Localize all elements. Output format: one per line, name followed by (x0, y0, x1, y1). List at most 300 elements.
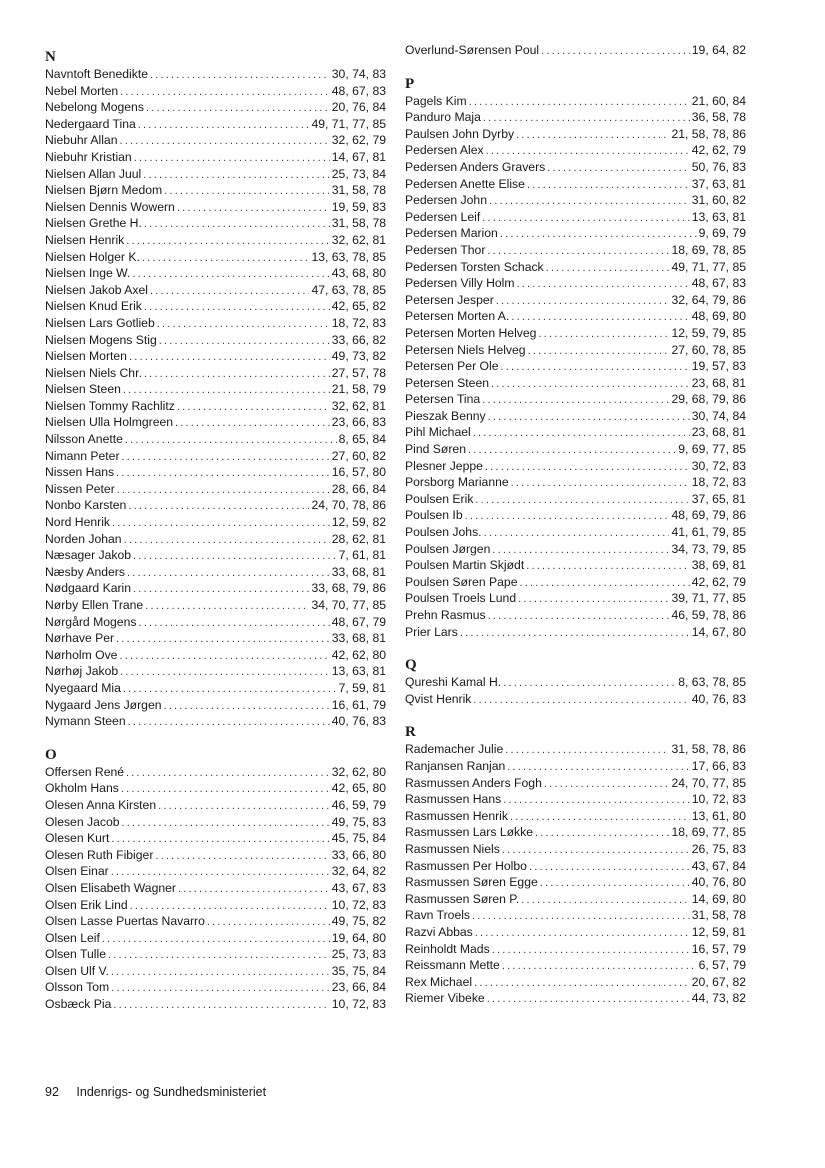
entry-pages: 10, 72, 83 (331, 997, 386, 1012)
entry-pages: 24, 70, 77, 85 (671, 775, 746, 790)
entry-pages: 32, 62, 81 (331, 232, 386, 247)
entry-name: Poulsen Ib (405, 508, 463, 523)
dot-leader (143, 167, 330, 184)
entry-name: Nebelong Mogens (45, 100, 144, 115)
index-entry (45, 514, 386, 531)
entry-name: Nymann Steen (45, 714, 126, 729)
index-entry (45, 348, 386, 365)
entry-pages: 31, 58, 78 (691, 908, 746, 923)
entry-pages: 29, 68, 79, 86 (671, 392, 746, 407)
entry-pages: 27, 60, 82 (331, 448, 386, 463)
dot-leader (177, 200, 330, 217)
entry-pages: 21, 58, 79 (331, 382, 386, 397)
index-section (405, 707, 746, 1007)
entry-name: Olsen Erik Lind (45, 897, 128, 912)
entry-pages: 31, 58, 78 (331, 216, 386, 231)
dot-leader (465, 508, 670, 525)
dot-leader (492, 542, 669, 559)
dot-leader (111, 831, 329, 848)
entry-pages: 13, 63, 81 (331, 664, 386, 679)
entry-name: Pagels Kim (405, 93, 467, 108)
dot-leader (492, 942, 690, 959)
dot-leader (124, 532, 330, 549)
section-gap (45, 730, 386, 740)
index-entry (45, 83, 386, 100)
entry-pages: 14, 67, 81 (331, 149, 386, 164)
index-section (405, 42, 746, 59)
index-entry (45, 365, 386, 382)
entry-name: Pind Søren (405, 442, 466, 457)
entry-name: Poulsen Jørgen (405, 541, 491, 556)
entry-pages: 43, 67, 83 (331, 880, 386, 895)
index-entry (45, 431, 386, 448)
dot-leader (538, 326, 669, 343)
entry-pages: 21, 58, 78, 86 (671, 126, 746, 141)
entry-name: Poulsen Martin Skjødt (405, 558, 525, 573)
entry-pages: 14, 69, 80 (691, 891, 746, 906)
entry-pages: 42, 62, 80 (331, 647, 386, 662)
entry-pages: 38, 69, 81 (691, 558, 746, 573)
entry-name: Nielsen Knud Erik (45, 299, 142, 314)
entry-name: Nielsen Inge W. (45, 266, 131, 281)
index-entry (405, 408, 746, 425)
index-entry (45, 298, 386, 315)
entry-name: Reissmann Mette (405, 958, 500, 973)
entry-pages: 33, 66, 82 (331, 332, 386, 347)
dot-leader (511, 309, 689, 326)
dot-leader (502, 958, 697, 975)
entry-name: Pedersen Torsten Schack (405, 259, 544, 274)
entry-pages: 34, 70, 77, 85 (311, 598, 386, 612)
dot-leader (128, 714, 330, 731)
entry-pages: 13, 63, 81 (691, 209, 746, 224)
index-entry (45, 265, 386, 282)
section-gap (405, 640, 746, 650)
index-entry (405, 259, 746, 276)
entry-pages: 31, 58, 78 (331, 183, 386, 198)
entry-name: Olsen Lasse Puertas Navarro (45, 914, 205, 929)
dot-leader (126, 233, 330, 250)
dot-leader (507, 759, 690, 776)
entry-name: Qvist Henrik (405, 691, 472, 706)
dot-leader (510, 809, 690, 826)
index-entry (45, 564, 386, 581)
entry-name: Olsson Tom (45, 980, 110, 995)
entry-name: Nielsen Tommy Rachlitz (45, 398, 175, 413)
index-entry (45, 963, 386, 980)
entry-name: Nielsen Grethe H. (45, 216, 142, 231)
dot-leader (111, 964, 330, 981)
dot-leader (102, 931, 330, 948)
dot-leader (133, 548, 337, 565)
dot-leader (519, 575, 689, 592)
entry-pages: 49, 71, 77, 85 (311, 116, 386, 131)
dot-leader (483, 110, 690, 127)
dot-leader (487, 991, 690, 1008)
dot-leader (158, 798, 330, 815)
dot-leader (120, 133, 330, 150)
dot-leader (511, 475, 690, 492)
dot-leader (500, 226, 697, 243)
index-entry (405, 308, 746, 325)
index-entry (45, 464, 386, 481)
entry-name: Rasmussen Per Holbo (405, 858, 527, 873)
entry-pages: 48, 67, 83 (691, 276, 746, 291)
entry-name: Olesen Jacob (45, 814, 120, 829)
entry-name: Petersen Steen (405, 375, 490, 390)
entry-pages: 33, 66, 80 (331, 847, 386, 862)
entry-name: Nørhøj Jakob (45, 664, 119, 679)
dot-leader (125, 432, 337, 449)
dot-leader (142, 250, 310, 267)
dot-leader (150, 283, 309, 300)
index-entry (45, 697, 386, 714)
entry-pages: 9, 69, 79 (698, 226, 746, 241)
dot-leader (117, 482, 330, 499)
entry-name: Petersen Tina (405, 392, 481, 407)
entry-name: Rasmussen Anders Fogh (405, 775, 542, 790)
entry-pages: 30, 74, 84 (691, 408, 746, 423)
index-entry (45, 531, 386, 548)
entry-name: Nørholm Ove (45, 647, 118, 662)
entry-pages: 48, 69, 80 (691, 309, 746, 324)
entry-name: Petersen Per Ole (405, 359, 499, 374)
index-entry (45, 797, 386, 814)
index-entry (45, 547, 386, 564)
dot-leader (129, 349, 330, 366)
dot-leader (122, 815, 330, 832)
index-entry (405, 325, 746, 342)
entry-name: Olsen Einar (45, 864, 109, 879)
index-entry (45, 680, 386, 697)
dot-leader (119, 648, 329, 665)
dot-leader (108, 947, 330, 964)
dot-leader (529, 859, 690, 876)
dot-leader (517, 276, 690, 293)
dot-leader (472, 908, 690, 925)
entry-name: Osbæck Pia (45, 997, 112, 1012)
index-entry (45, 215, 386, 232)
entry-name: Rasmussen Søren Egge (405, 875, 538, 890)
entry-pages: 12, 59, 81 (691, 924, 746, 939)
entry-pages: 48, 67, 79 (331, 614, 386, 629)
dot-leader (540, 875, 690, 892)
dot-leader (133, 581, 309, 598)
entry-pages: 46, 59, 78, 86 (671, 608, 746, 622)
entry-pages: 28, 62, 81 (331, 531, 386, 546)
entry-pages: 24, 70, 78, 86 (311, 498, 386, 513)
dot-leader (113, 997, 329, 1014)
entry-pages: 46, 59, 79 (331, 797, 386, 812)
index-entry (405, 741, 746, 758)
entry-name: Nonbo Karsten (45, 498, 127, 513)
entry-name: Nilsson Anette (45, 432, 123, 447)
dot-leader (112, 515, 330, 532)
index-entry (45, 764, 386, 781)
entry-pages: 18, 72, 83 (331, 315, 386, 330)
entry-name: Nielsen Henrik (45, 232, 125, 247)
index-entry (45, 614, 386, 631)
entry-pages: 35, 75, 84 (331, 963, 386, 978)
entry-pages: 42, 62, 79 (691, 143, 746, 158)
entry-name: Razvi Abbas (405, 924, 473, 939)
entry-pages: 19, 57, 83 (691, 359, 746, 374)
index-entry (405, 907, 746, 924)
dot-leader (207, 914, 330, 931)
entry-name: Nedergaard Tina (45, 116, 136, 131)
index-entry (405, 225, 746, 242)
entry-pages: 43, 67, 84 (691, 858, 746, 873)
entry-pages: 10, 72, 83 (691, 792, 746, 807)
dot-leader (546, 260, 670, 277)
entry-name: Olesen Anna Kirsten (45, 797, 157, 812)
index-entry (405, 458, 746, 475)
entry-pages: 14, 67, 80 (691, 624, 746, 639)
entry-pages: 42, 65, 82 (331, 299, 386, 314)
entry-name: Pedersen Villy Holm (405, 276, 515, 291)
entry-name: Olsen Ulf V. (45, 963, 109, 978)
dot-leader (521, 892, 690, 909)
entry-name: Rasmussen Søren P. (405, 891, 520, 906)
dot-leader (527, 177, 690, 194)
index-section (45, 730, 386, 1013)
entry-name: Næsager Jakob (45, 548, 132, 563)
entry-pages: 40, 76, 83 (691, 691, 746, 706)
entry-name: Nielsen Steen (45, 382, 121, 397)
dot-leader (146, 100, 330, 117)
entry-pages: 49, 71, 77, 85 (671, 259, 746, 274)
section-letter-heading: P (405, 75, 415, 92)
entry-name: Rasmussen Lars Løkke (405, 825, 534, 840)
dot-leader (475, 925, 690, 942)
entry-name: Olsen Leif (45, 930, 100, 945)
dot-leader (157, 316, 330, 333)
index-entry (405, 674, 746, 691)
entry-pages: 27, 60, 78, 85 (671, 342, 746, 357)
section-letter-heading: O (45, 746, 57, 763)
entry-pages: 10, 72, 83 (331, 897, 386, 912)
entry-pages: 19, 64, 80 (331, 930, 386, 945)
dot-leader (503, 792, 690, 809)
entry-pages: 32, 62, 81 (331, 398, 386, 413)
dot-leader (482, 392, 669, 409)
entry-pages: 44, 73, 82 (691, 991, 746, 1006)
index-entry (45, 880, 386, 897)
dot-leader (138, 117, 310, 134)
dot-leader (475, 492, 689, 509)
index-entry (405, 624, 746, 641)
index-entry (405, 808, 746, 825)
index-entry (45, 448, 386, 465)
index-entry (45, 381, 386, 398)
index-entry (45, 332, 386, 349)
index-entry (45, 315, 386, 332)
entry-pages: 33, 68, 81 (331, 631, 386, 646)
entry-pages: 50, 76, 83 (691, 159, 746, 174)
index-entry (405, 691, 746, 708)
entry-pages: 36, 58, 78 (691, 110, 746, 125)
entry-pages: 25, 73, 83 (331, 947, 386, 962)
entry-pages: 8, 63, 78, 85 (678, 675, 746, 690)
index-entry (45, 66, 386, 83)
dot-leader (111, 980, 330, 997)
entry-pages: 41, 61, 79, 85 (671, 525, 746, 540)
index-entry (45, 847, 386, 864)
entry-pages: 37, 65, 81 (691, 491, 746, 506)
index-entry (45, 166, 386, 183)
entry-pages: 42, 65, 80 (331, 781, 386, 796)
dot-leader (122, 449, 330, 466)
index-entry (45, 897, 386, 914)
dot-leader (138, 615, 329, 632)
dot-leader (155, 848, 329, 865)
entry-name: Pihl Michael (405, 425, 471, 440)
entry-pages: 17, 66, 83 (691, 758, 746, 773)
entry-name: Prehn Rasmus (405, 608, 486, 622)
entry-pages: 8, 65, 84 (338, 432, 386, 447)
index-entry (45, 398, 386, 415)
dot-leader (544, 776, 670, 793)
index-entry (45, 979, 386, 996)
entry-name: Norden Johan (45, 531, 122, 546)
index-entry (405, 874, 746, 891)
entry-pages: 23, 66, 83 (331, 415, 386, 430)
dot-leader (120, 664, 330, 681)
entry-pages: 37, 63, 81 (691, 176, 746, 191)
index-entry (405, 607, 746, 624)
index-entry (45, 930, 386, 947)
entry-pages: 47, 63, 78, 85 (311, 282, 386, 297)
entry-name: Pedersen Leif (405, 209, 481, 224)
dot-leader (121, 781, 330, 798)
entry-name: Paulsen John Dyrby (405, 126, 515, 141)
entry-name: Rademacher Julie (405, 742, 504, 757)
dot-leader (488, 409, 690, 426)
dot-leader (134, 150, 330, 167)
dot-leader (144, 299, 330, 316)
index-entry (405, 93, 746, 110)
entry-pages: 49, 75, 83 (331, 814, 386, 829)
entry-pages: 12, 59, 82 (331, 515, 386, 530)
index-entry (405, 209, 746, 226)
index-entry (405, 126, 746, 143)
index-entry (45, 630, 386, 647)
index-entry (405, 590, 746, 607)
index-entry (45, 780, 386, 797)
index-entry (45, 282, 386, 299)
entry-name: Navntoft Benedikte (45, 67, 148, 81)
entry-pages: 6, 57, 79 (698, 958, 746, 973)
dot-leader (473, 425, 690, 442)
entry-pages: 19, 59, 83 (331, 199, 386, 214)
dot-leader (116, 465, 330, 482)
dot-leader (547, 160, 690, 177)
index-entry (45, 996, 386, 1013)
page-footer (45, 1085, 280, 1099)
dot-leader (489, 193, 690, 210)
index-entry (405, 557, 746, 574)
index-entry (405, 159, 746, 176)
dot-leader (526, 558, 690, 575)
dot-leader (111, 864, 330, 881)
index-entry (405, 924, 746, 941)
index-column-right (405, 42, 746, 1007)
dot-leader (123, 681, 337, 698)
entry-name: Nielsen Holger K. (45, 249, 140, 264)
index-section (45, 42, 386, 730)
dot-leader (500, 359, 689, 376)
index-entry (45, 580, 386, 597)
entry-pages: 48, 67, 83 (331, 83, 386, 98)
index-entry (45, 663, 386, 680)
entry-name: Petersen Morten Helveg (405, 325, 537, 340)
index-entry (405, 275, 746, 292)
entry-name: Pedersen Alex (405, 143, 484, 158)
index-entry (45, 597, 386, 614)
dot-leader (528, 343, 670, 360)
index-entry (405, 242, 746, 259)
entry-name: Poulsen Johs. (405, 525, 482, 540)
dot-leader (128, 498, 309, 515)
entry-name: Nørby Ellen Trane (45, 598, 144, 612)
entry-pages: 40, 76, 80 (691, 875, 746, 890)
page-number: 92 (45, 1085, 59, 1099)
entry-name: Nielsen Mogens Stig (45, 332, 157, 347)
dot-leader (484, 525, 670, 542)
index-entry (405, 474, 746, 491)
entry-name: Niebuhr Allan (45, 133, 118, 148)
index-entry (405, 375, 746, 392)
dot-leader (150, 67, 330, 84)
index-entry (45, 132, 386, 149)
section-letter-heading: Q (405, 657, 417, 674)
entry-pages: 45, 75, 84 (331, 831, 386, 846)
entry-name: Poulsen Troels Lund (405, 591, 517, 606)
index-entry (405, 957, 746, 974)
dot-leader (503, 675, 676, 692)
index-entry (405, 292, 746, 309)
entry-name: Nielsen Ulla Holmgreen (45, 415, 174, 430)
index-entry (405, 192, 746, 209)
entry-name: Nielsen Morten (45, 349, 127, 364)
entry-name: Nissen Peter (45, 481, 115, 496)
entry-name: Nørgård Mogens (45, 614, 137, 629)
entry-pages: 32, 62, 79 (331, 133, 386, 148)
index-entry (405, 858, 746, 875)
index-entry (405, 524, 746, 541)
entry-pages: 7, 61, 81 (338, 548, 386, 563)
entry-pages: 18, 69, 77, 85 (671, 825, 746, 840)
entry-pages: 18, 72, 83 (691, 475, 746, 490)
index-entry (45, 946, 386, 963)
entry-pages: 43, 68, 80 (331, 266, 386, 281)
dot-leader (518, 591, 669, 608)
entry-pages: 21, 60, 84 (691, 93, 746, 108)
index-entry (45, 182, 386, 199)
entry-name: Olsen Elisabeth Wagner (45, 880, 176, 895)
dot-leader (482, 210, 690, 227)
dot-leader (469, 94, 690, 111)
entry-pages: 32, 64, 79, 86 (671, 292, 746, 307)
entry-pages: 26, 75, 83 (691, 841, 746, 856)
entry-name: Overlund-Sørensen Poul (405, 43, 540, 57)
dot-leader (487, 243, 669, 260)
index-entry (45, 199, 386, 216)
index-entry (405, 109, 746, 126)
entry-name: Nyegaard Mia (45, 680, 121, 695)
entry-pages: 18, 69, 78, 85 (671, 242, 746, 257)
entry-name: Rasmussen Niels (405, 841, 500, 856)
